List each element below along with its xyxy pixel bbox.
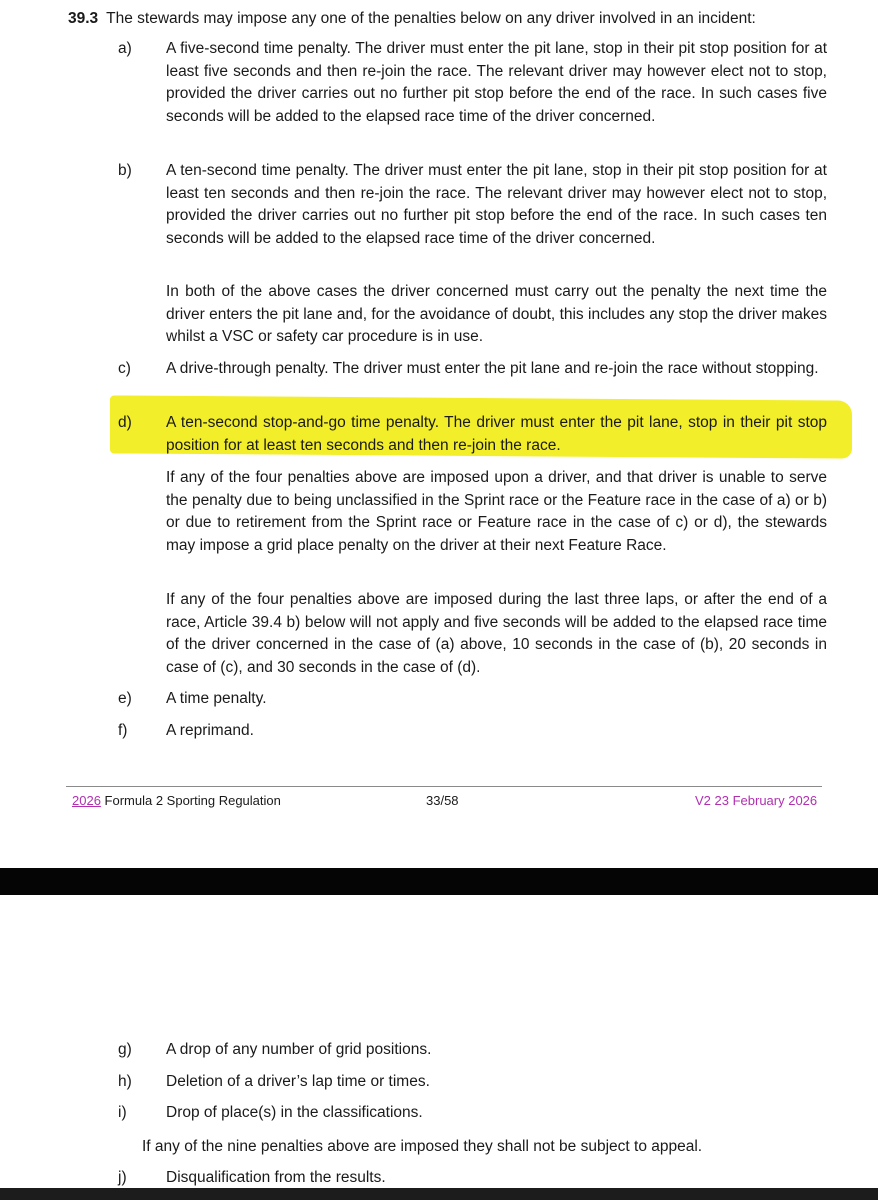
page-break-band <box>0 868 878 895</box>
item-text: A drop of any number of grid positions. <box>166 1041 432 1058</box>
article-intro: The stewards may impose any one of the penalties below on any driver involved in an incident: <box>106 10 756 27</box>
item-text: A reprimand. <box>166 722 254 739</box>
note-last-laps: If any of the four penalties above are imposed during the last three laps, or after the end of a race, Article 39.4 b) below will not apply and five seconds will be added to the elapsed race time of the driver concerned in the case of (a) above, 10 seconds in the case of (b), 20 seconds in case of (c), and 30 seconds in the case of (d). <box>166 591 827 676</box>
footer-year-link[interactable]: 2026 <box>72 793 101 808</box>
item-text: Drop of place(s) in the classifications. <box>166 1104 423 1121</box>
item-text: Deletion of a driver’s lap time or times. <box>166 1073 430 1090</box>
item-label: d) <box>118 414 132 431</box>
page-bottom-edge <box>0 1188 878 1200</box>
note-no-appeal: If any of the nine penalties above are imposed they shall not be subject to appeal. <box>142 1138 703 1155</box>
footer-divider <box>66 786 822 787</box>
item-text: A five-second time penalty. The driver must enter the pit lane, stop in their pit stop position for at least five seconds and then re-join the race. The relevant driver may however elect not to stop, provided the driver carries out no further pit stop before the end of the race. In such cases five seconds will be added to the elapsed race time of the driver concerned. <box>166 40 827 125</box>
article-heading <box>68 8 756 30</box>
item-label: f) <box>118 722 128 739</box>
item-label: e) <box>118 690 132 707</box>
footer-title-text: Formula 2 Sporting Regulation <box>100 793 281 808</box>
item-label: b) <box>118 162 132 179</box>
item-text: A drive-through penalty. The driver must enter the pit lane and re-join the race without stopping. <box>166 360 819 377</box>
item-text: A ten-second stop-and-go time penalty. The driver must enter the pit lane, stop in their pit stop position for at least ten seconds and then re-join the race. <box>166 414 827 454</box>
item-label: h) <box>118 1073 132 1090</box>
item-text: A time penalty. <box>166 690 267 707</box>
item-label: a) <box>118 40 132 57</box>
article-number: 39.3 <box>68 10 99 27</box>
footer-page-number: 33/58 <box>426 793 459 808</box>
item-text: A ten-second time penalty. The driver must enter the pit lane, stop in their pit stop position for at least ten seconds and then re-join the race. The relevant driver may however elect not to stop, provided the driver carries out no further pit stop before the end of the race. In such cases ten seconds will be added to the elapsed race time of the driver concerned. <box>166 162 827 247</box>
note-both-cases: In both of the above cases the driver concerned must carry out the penalty the next time the driver enters the pit lane and, for the avoidance of doubt, this includes any stop the driver makes whilst a VSC or safety car procedure is in use. <box>166 283 827 345</box>
item-label: g) <box>118 1041 132 1058</box>
footer-document-title <box>72 792 281 810</box>
item-label: i) <box>118 1104 127 1121</box>
item-label: c) <box>118 360 131 377</box>
item-text: Disqualification from the results. <box>166 1169 386 1186</box>
footer-version: V2 23 February 2026 <box>695 793 818 808</box>
item-label: j) <box>118 1169 127 1186</box>
note-unable-to-serve: If any of the four penalties above are imposed upon a driver, and that driver is unable to serve the penalty due to being unclassified in the Sprint race or the Feature race in the case of a) or b) or due to retirement from the Sprint race or Feature race in the case of c) or d), the stewards may impose a grid place penalty on the driver at their next Feature Race. <box>166 469 827 554</box>
